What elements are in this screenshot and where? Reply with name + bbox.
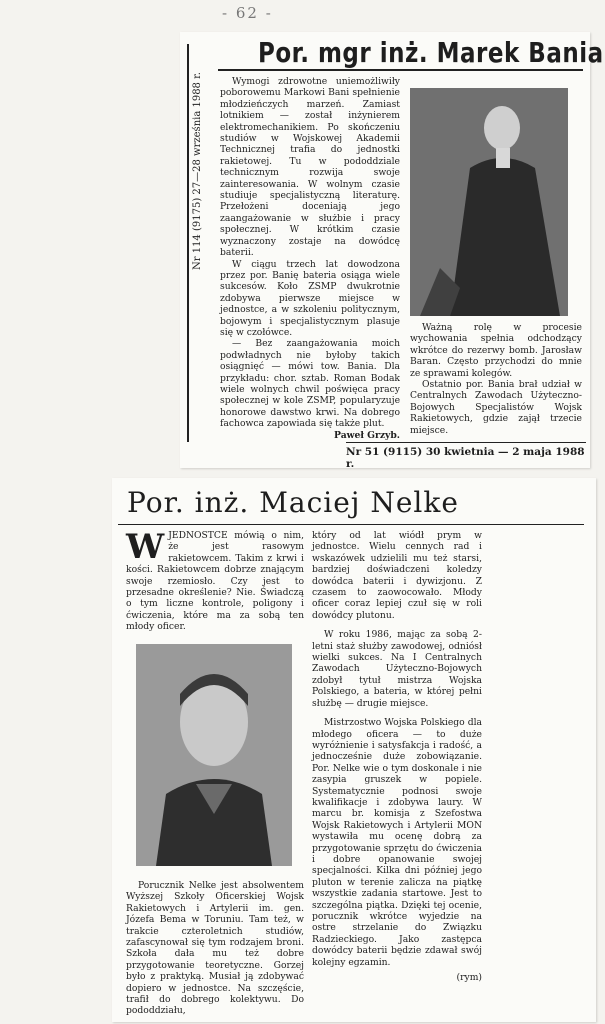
article2-title: Por. inż. Maciej Nelke — [127, 486, 459, 519]
paragraph: JEDNOSTCE mówią o nim, że jest rasowym rakietowcem. Takim z krwi i kości. Rakietowcem dobrze znającym swoje rzemiosło. Czy jest to przesadne określenie? Nie. Świadczą o tym liczne kontrole, poligony i ćwiczenia, które ma za sobą ten młody oficer. — [126, 530, 304, 633]
footer-rule — [346, 442, 586, 443]
article1-col1 — [220, 76, 400, 441]
paragraph: W ciągu trzech lat dowodzona przez por. Banię bateria osiąga wiele sukcesów. Koło ZSMP dwukrotnie zdobywa pierwsze miejsce w jednostce, a w szkoleniu politycznym, bojowym i specjalistycznym plasuje się w czołówce. — [220, 258, 400, 338]
article2-col2 — [312, 530, 482, 983]
paragraph: Porucznik Nelke jest absolwentem Wyższej Szkoły Oficerskiej Wojsk Rakietowych i Artylerii im. gen. Józefa Bema w Toruniu. Tam też, w trakcie czteroletnich studiów, zafascynował się tym rodzajem broni. Szkoła dała mu też dobre przygotowanie teoretyczne. Gorzej było z praktyką. Musiał ją zdobywać dopiero w jednostce. Na szczęście, trafił do dobrego kolektywu. Do pododdziału, — [126, 880, 304, 1017]
issue-footer: Nr 51 (9115) 30 kwietnia — 2 maja 1988 r. — [346, 446, 585, 470]
page-number: - 62 - — [222, 4, 273, 22]
photo-marek-bania — [410, 88, 568, 316]
paragraph: W roku 1986, mając za sobą 2-letni staż służby zawodowej, odniósł wielki sukces. Na I Centralnych Zawodach Użyteczno-Bojowych zdobył tytuł mistrza Wojska Polskiego, a bateria, w której pełni służbę — drugie miejsce. — [312, 629, 482, 709]
paragraph: Ostatnio por. Bania brał udział w Centralnych Zawodach Użyteczno-Bojowych Specjalistów Wojsk Rakietowych, gdzie zajął trzecie miejsce. — [410, 379, 582, 436]
drop-cap: W — [126, 527, 165, 567]
article2-col1-top — [126, 527, 304, 633]
article2-rule — [118, 524, 584, 525]
paragraph: — Bez zaangażowania moich podwładnych nie byłoby takich osiągnięć — mówi tow. Bania. Dla przykładu: chor. sztab. Roman Bodak wiele wolnych chwil poświęca pracy społecznej w kole ZSMP, popularyzuje honorowe dawstwo krwi. Na dobrego fachowca zapowiada się także plut. — [220, 338, 400, 430]
article1-signature: Paweł Grzyb. — [334, 429, 400, 441]
stamp-divider — [187, 44, 189, 442]
article2-col1-bottom — [126, 880, 304, 1017]
article1-rule — [218, 69, 583, 71]
paragraph: Ważną rolę w procesie wychowania spełnia odchodzący wkrótce do rezerwy bomb. Jarosław Baran. Często przychodzi do mnie ze sprawami kolegów. — [410, 322, 582, 379]
photo-maciej-nelke — [136, 644, 292, 866]
article1-title: Por. mgr inż. Marek Bania — [258, 38, 604, 70]
paragraph: Mistrzostwo Wojska Polskiego dla młodego oficera — to duże wyróżnienie i satysfakcja i radość, a jednocześnie duże zobowiązanie. Por. Nelke wie o tym doskonale i nie zasypia gruszek w popiele. Systematycznie podnosi swoje kwalifikacje i zdobywa laury. W marcu br. komisja z Szefostwa Wojsk Rakietowych i Artylerii MON wystawiła mu ocenę dobrą za przygotowanie sprzętu do ćwiczenia i dobre opanowanie swojej specjalności. Kilka dni później jego pluton w terenie zalicza na piątkę wszystkie zadania startowe. Jest to szczególna piątka. Dzięki tej ocenie, porucznik wkrótce wyjedzie na ostre strzelanie do Związku Radzieckiego. Jako zastępca dowódcy baterii będzie zdawał swój kolejny egzamin. — [312, 717, 482, 968]
paragraph: Wymogi zdrowotne uniemożliwiły poborowemu Markowi Bani spełnienie młodzieńczych marzeń. Zamiast lotnikiem — został inżynierem elektromechanikiem. Po skończeniu studiów w Wojskowej Akademii Technicznej trafia do jednostki rakietowej. Tu w pododdziale technicznym rozwija swoje zainteresowania. W wolnym czasie studiuje specjalistyczną literaturę. Przełożeni doceniają jego zaangażowanie w służbie i pracy społecznej. W krótkim czasie wyznaczony zostaje na dowódcę baterii. — [220, 76, 400, 259]
article1-col2 — [410, 322, 582, 436]
paragraph: który od lat wiódł prym w jednostce. Wielu cennych rad i wskazówek udzielili mu też starsi, bardziej doświadczeni koledzy dowódca baterii i dywizjonu. Z czasem to zaowocowało. Młody oficer coraz lepiej czuł się w roli dowódcy plutonu. — [312, 530, 482, 621]
article2-signature: (rym) — [456, 972, 482, 984]
